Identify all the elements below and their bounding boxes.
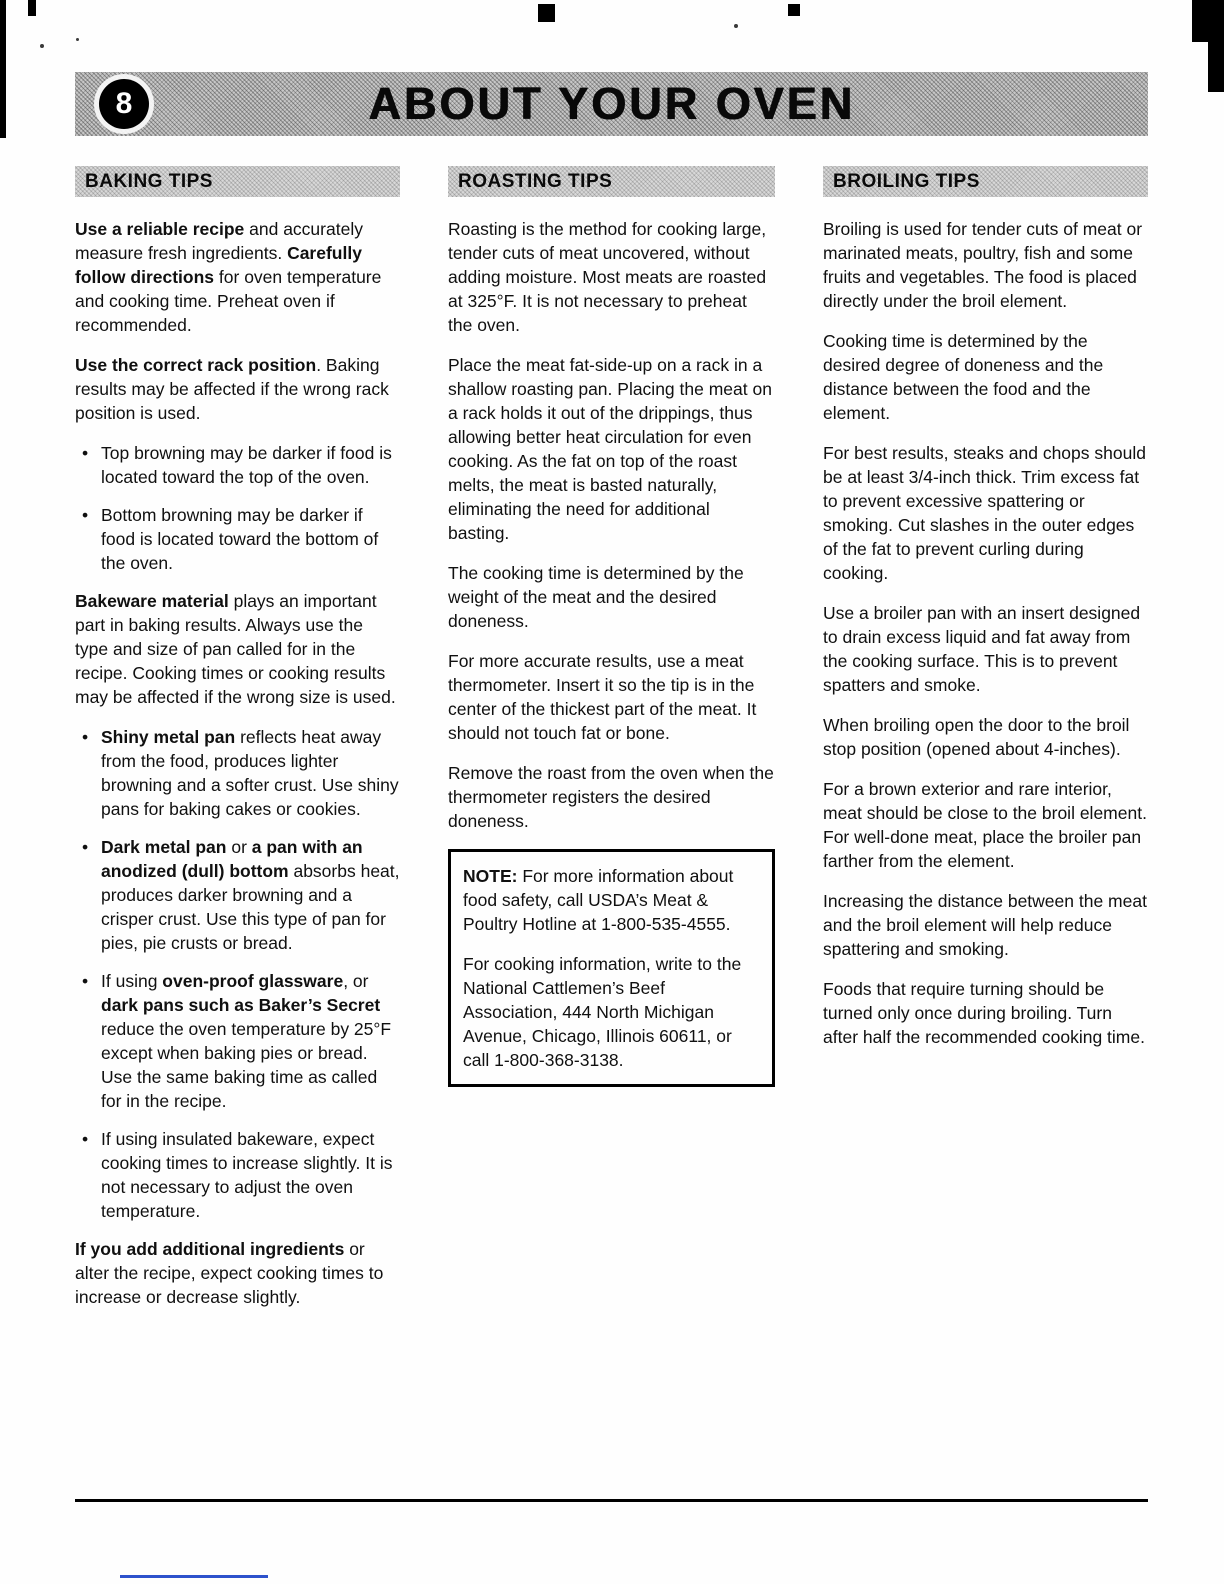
bold-text: a pan with an anodized (dull) bottom	[101, 837, 363, 881]
note-paragraph	[463, 952, 760, 1072]
body-text: If using	[101, 971, 163, 991]
body-text: Bottom browning may be darker if food is located toward the bottom of the oven.	[101, 505, 379, 573]
paragraph	[75, 1237, 400, 1309]
section-heading-roasting: ROASTING TIPS	[448, 166, 775, 197]
bullet-item	[75, 441, 400, 489]
paragraph	[448, 217, 775, 337]
bullet-item	[75, 969, 400, 1113]
body-text: Top browning may be darker if food is located toward the top of the oven.	[101, 443, 392, 487]
bullet-list	[75, 725, 400, 1223]
bold-text: Dark metal pan	[101, 837, 227, 857]
scan-artifact	[1192, 0, 1224, 42]
scan-artifact	[0, 0, 6, 138]
body-text: For cooking information, write to the National Cattlemen’s Beef Association, 444 North Michigan Avenue, Chicago, Illinois 60611, or call 1-800-368-3138.	[463, 954, 742, 1070]
bold-text: dark pans such as Baker’s Secret	[101, 995, 381, 1015]
body-text: plays an important part in baking results. Always use the type and size of pan called for in the recipe. Cooking times or cooking results may be affected if the wrong size is used.	[75, 591, 396, 707]
paragraph	[823, 977, 1148, 1049]
body-text: Place the meat fat-side-up on a rack in a shallow roasting pan. Placing the meat on a rack holds it out of the drippings, thus allowing better heat circulation for even cooking. As the fat on top of the roast melts, the meat is basted naturally, eliminating the need for additional basting.	[448, 355, 772, 543]
scan-speck	[734, 24, 738, 28]
bold-text: oven-proof glassware	[162, 971, 344, 991]
paragraph	[75, 589, 400, 709]
body-text: Remove the roast from the oven when the thermometer registers the desired doneness.	[448, 763, 774, 831]
body-text: absorbs heat, produces darker browning and a crisper crust. Use this type of pan for pies, pie crusts or bread.	[101, 861, 400, 953]
paragraph	[75, 217, 400, 337]
body-text: or	[226, 837, 252, 857]
body-text: For more information about food safety, call USDA’s Meat & Poultry Hotline at 1-800-535-4555.	[463, 866, 734, 934]
bold-text: Carefully follow directions	[75, 243, 362, 287]
bold-text: Bakeware material	[75, 591, 229, 611]
paragraph	[823, 441, 1148, 585]
body-text: reflects heat away from the food, produces lighter browning and a softer crust. Use shiny pans for baking cakes or cookies.	[101, 727, 399, 819]
page-header-banner	[75, 72, 1148, 136]
page-number: 8	[115, 87, 133, 120]
column-broiling-tips	[823, 166, 1148, 1325]
paragraph	[823, 601, 1148, 697]
bold-text: Shiny metal pan	[101, 727, 236, 747]
scan-artifact	[788, 4, 800, 16]
note-paragraph	[463, 864, 760, 936]
page-title: ABOUT YOUR OVEN	[368, 78, 855, 129]
column-blocks	[823, 217, 1148, 1049]
body-text: Increasing the distance between the meat and the broil element will help reduce spattering and smoking.	[823, 891, 1147, 959]
bullet-item	[75, 725, 400, 821]
paragraph	[823, 713, 1148, 761]
body-text: , or	[343, 971, 369, 991]
body-text: Foods that require turning should be turned only once during broiling. Turn after half the recommended cooking time.	[823, 979, 1145, 1047]
body-text: If using insulated bakeware, expect cooking times to increase slightly. It is not necessary to adjust the oven temperature.	[101, 1129, 393, 1221]
paragraph	[448, 649, 775, 745]
column-roasting-tips	[448, 166, 775, 1325]
body-text: Use a broiler pan with an insert designed to drain excess liquid and fat away from the cooking surface. This is to prevent spatters and smoke.	[823, 603, 1141, 695]
footer-rule	[75, 1499, 1148, 1502]
bullet-list	[75, 441, 400, 575]
column-blocks	[75, 217, 400, 1309]
body-text: When broiling open the door to the broil stop position (opened about 4-inches).	[823, 715, 1130, 759]
body-text: For more accurate results, use a meat thermometer. Insert it so the tip is in the center of the thickest part of the meat. It should not touch fat or bone.	[448, 651, 757, 743]
bullet-item	[75, 835, 400, 955]
footer-blue-mark	[120, 1575, 268, 1578]
body-text: for oven temperature and cooking time. Preheat oven if recommended.	[75, 267, 382, 335]
body-text: . Baking results may be affected if the wrong rack position is used.	[75, 355, 389, 423]
body-text: For best results, steaks and chops should be at least 3/4-inch thick. Trim excess fat to prevent excessive spattering or smoking. Cut slashes in the outer edges of the fat to prevent curling during cooking.	[823, 443, 1146, 583]
note-box	[448, 849, 775, 1087]
bullet-item	[75, 1127, 400, 1223]
column-baking-tips	[75, 166, 400, 1325]
section-heading-baking: BAKING TIPS	[75, 166, 400, 197]
body-text: The cooking time is determined by the weight of the meat and the desired doneness.	[448, 563, 744, 631]
body-text: or alter the recipe, expect cooking times to increase or decrease slightly.	[75, 1239, 384, 1307]
section-heading-broiling: BROILING TIPS	[823, 166, 1148, 197]
paragraph	[823, 889, 1148, 961]
bold-text: Use a reliable recipe	[75, 219, 245, 239]
body-text: For a brown exterior and rare interior, meat should be close to the broil element. For well-done meat, place the broiler pan farther from the element.	[823, 779, 1147, 871]
paragraph	[448, 353, 775, 545]
page-number-badge	[99, 79, 149, 129]
paragraph	[448, 561, 775, 633]
scan-artifact	[28, 0, 36, 16]
body-text: Roasting is the method for cooking large, tender cuts of meat uncovered, without adding moisture. Most meats are roasted at 325°F. It is not necessary to preheat the oven.	[448, 219, 767, 335]
body-text: Broiling is used for tender cuts of meat or marinated meats, poultry, fish and some fruits and vegetables. The food is placed directly under the broil element.	[823, 219, 1143, 311]
bold-text: NOTE:	[463, 866, 518, 886]
scan-artifact	[538, 4, 555, 22]
paragraph	[823, 329, 1148, 425]
column-blocks	[448, 217, 775, 1087]
paragraph	[823, 217, 1148, 313]
content-columns	[75, 166, 1148, 1325]
paragraph	[448, 761, 775, 833]
scan-artifact	[1208, 40, 1224, 92]
paragraph	[75, 353, 400, 425]
bullet-item	[75, 503, 400, 575]
scan-speck	[40, 44, 44, 48]
body-text: reduce the oven temperature by 25°F except when baking pies or bread. Use the same baking time as called for in the recipe.	[101, 1019, 392, 1111]
scan-speck	[76, 38, 79, 41]
paragraph	[823, 777, 1148, 873]
bold-text: If you add additional ingredients	[75, 1239, 345, 1259]
bold-text: Use the correct rack position	[75, 355, 317, 375]
body-text: Cooking time is determined by the desired degree of doneness and the distance between the food and the element.	[823, 331, 1104, 423]
body-text: and accurately measure fresh ingredients.	[75, 219, 363, 263]
